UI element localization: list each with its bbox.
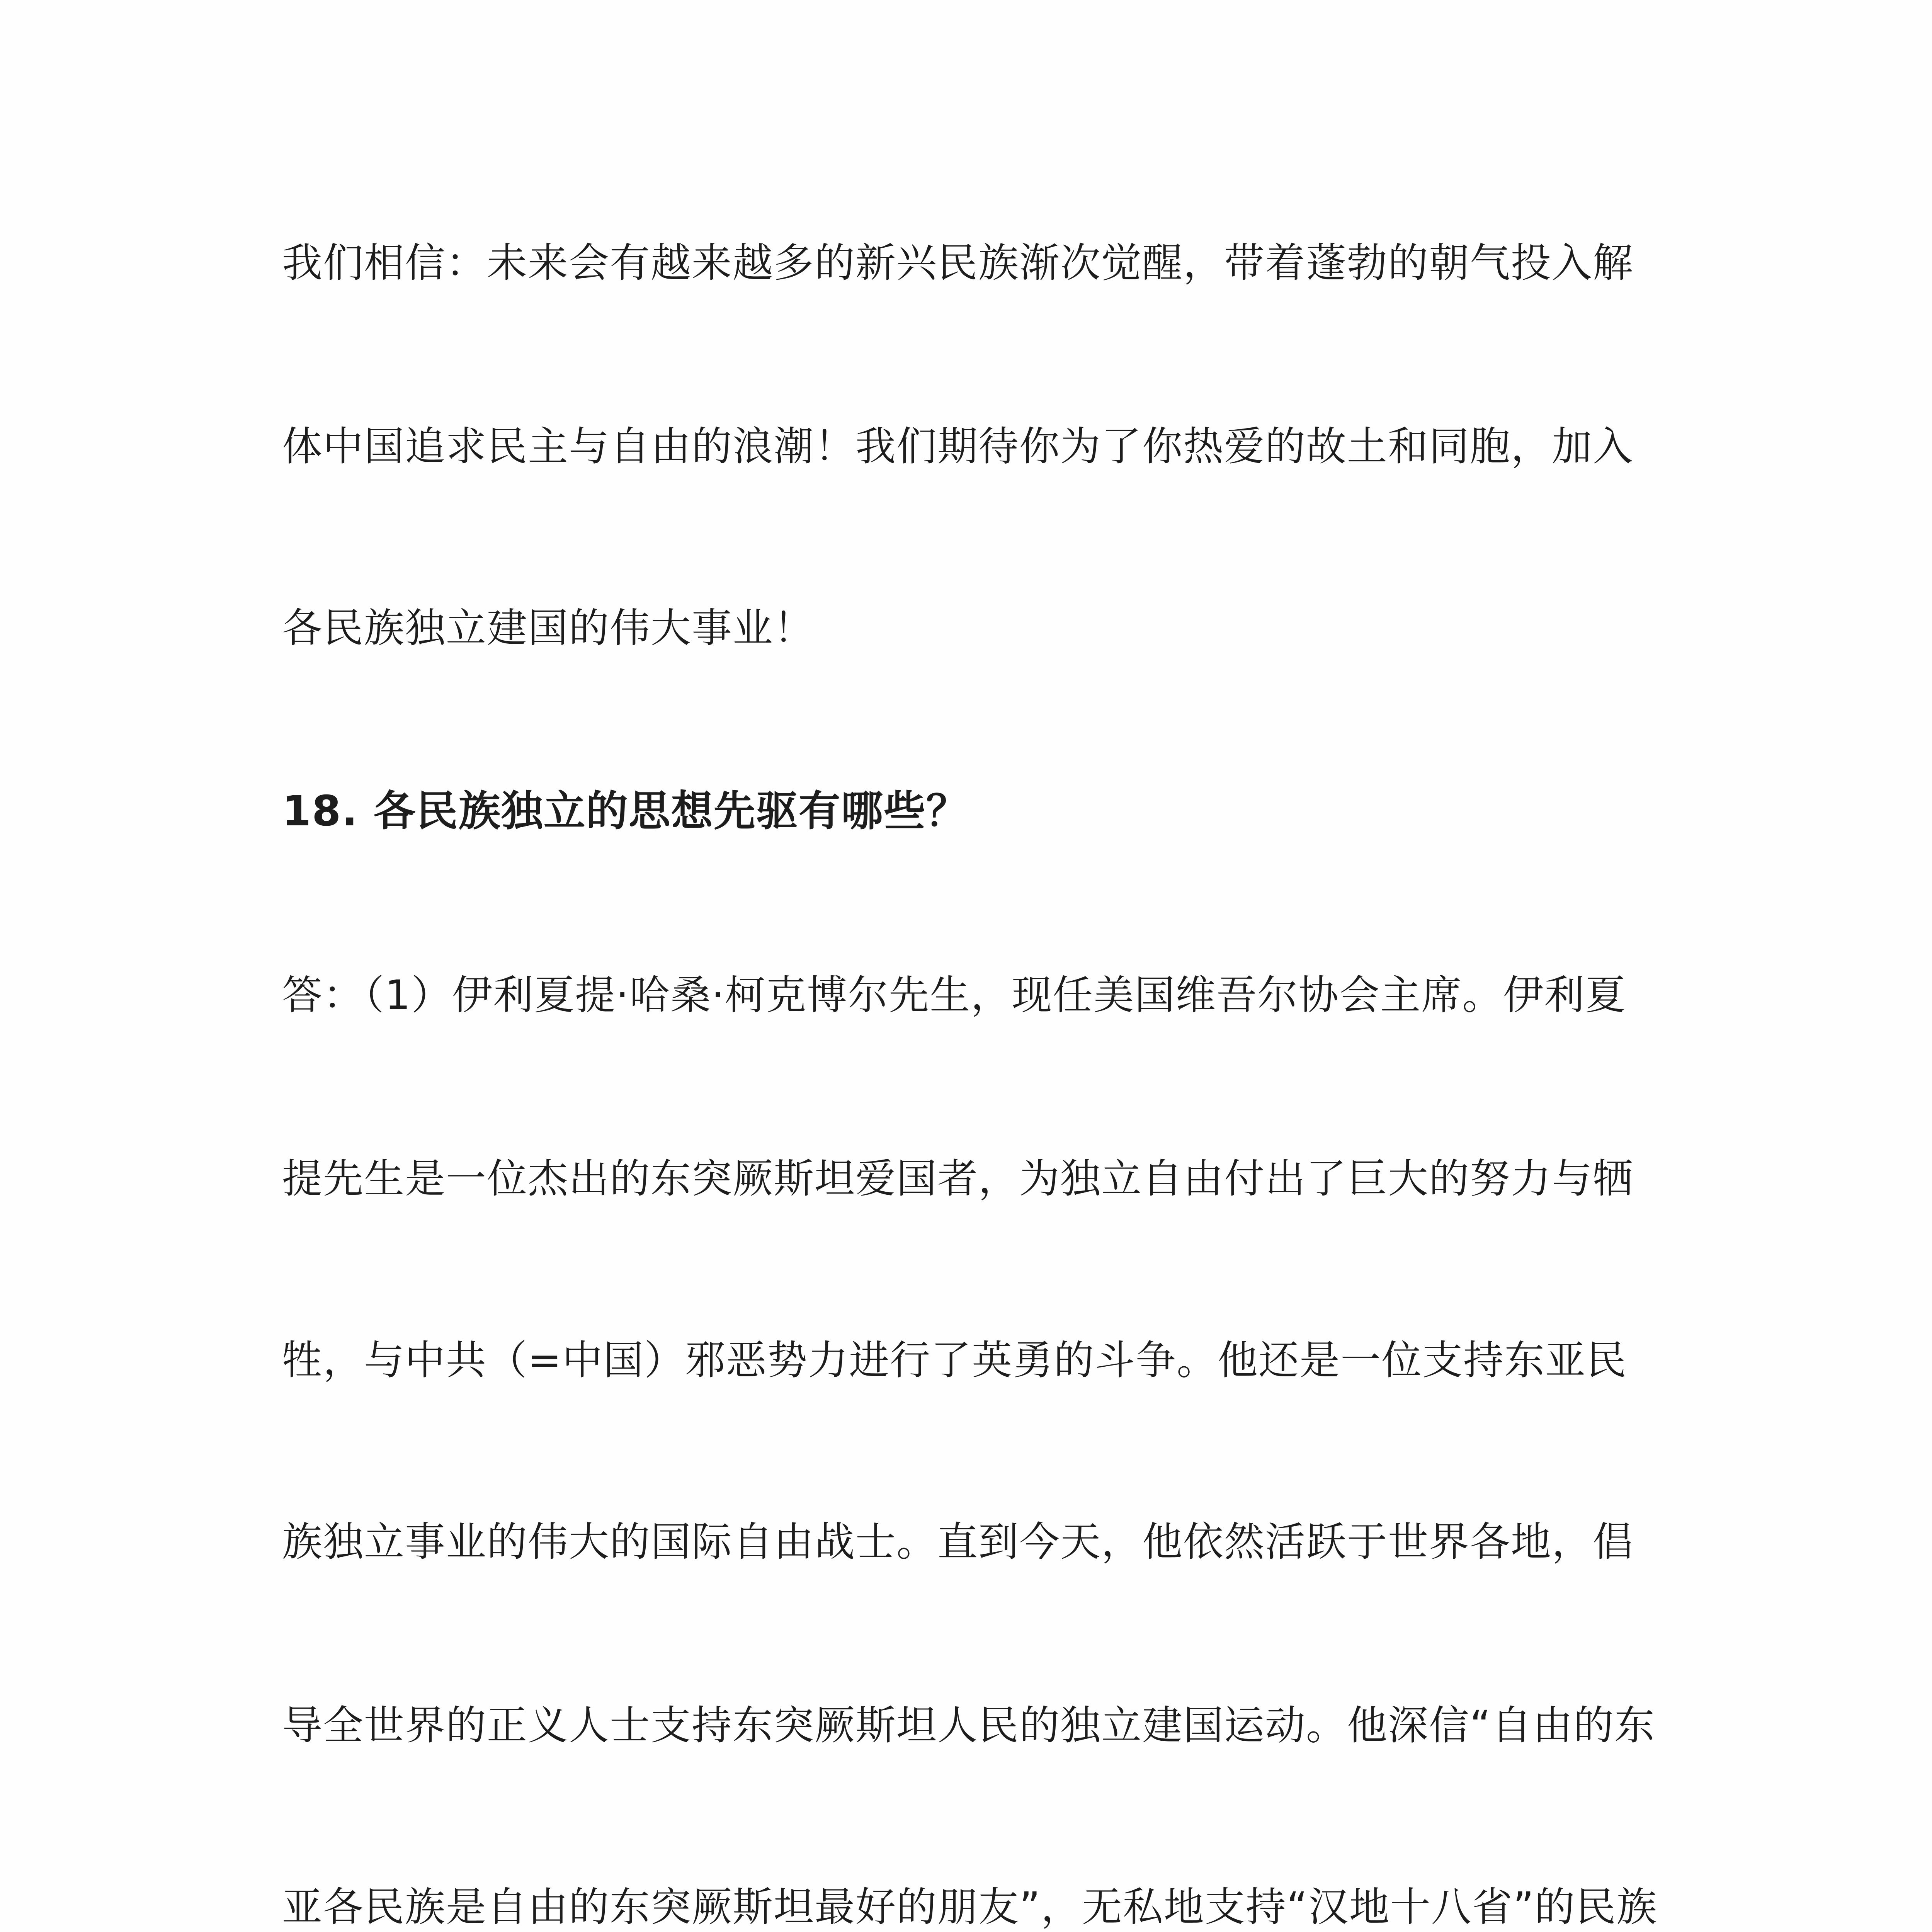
paragraph-1-line-1: 我们相信：未来会有越来越多的新兴民族渐次觉醒，带着蓬勃的朝气投入解 [282,239,1634,286]
paragraph-2-line-6: 亚各民族是自由的东突厥斯坦最好的朋友”，无私地支持“汉地十八省”的民族 [282,1883,1658,1930]
paragraph-2-line-2: 提先生是一位杰出的东突厥斯坦爱国者，为独立自由付出了巨大的努力与牺 [282,1155,1634,1202]
paragraph-2-line-1: 答：（1）伊利夏提·哈桑·柯克博尔先生，现任美国维吾尔协会主席。伊利夏 [282,971,1626,1019]
paragraph-2-line-3: 牲，与中共（=中国）邪恶势力进行了英勇的斗争。他还是一位支持东亚民 [282,1337,1628,1384]
paragraph-2-line-5: 导全世界的正义人士支持东突厥斯坦人民的独立建国运动。他深信“自由的东 [282,1702,1655,1749]
section-heading: 18. 各民族独立的思想先驱有哪些？ [282,787,969,835]
paragraph-1-line-3: 各民族独立建国的伟大事业！ [282,604,815,651]
paragraph-2-line-4: 族独立事业的伟大的国际自由战士。直到今天，他依然活跃于世界各地，倡 [282,1518,1634,1565]
paragraph-1-line-2: 体中国追求民主与自由的浪潮！我们期待你为了你热爱的故土和同胞，加入 [282,423,1634,470]
